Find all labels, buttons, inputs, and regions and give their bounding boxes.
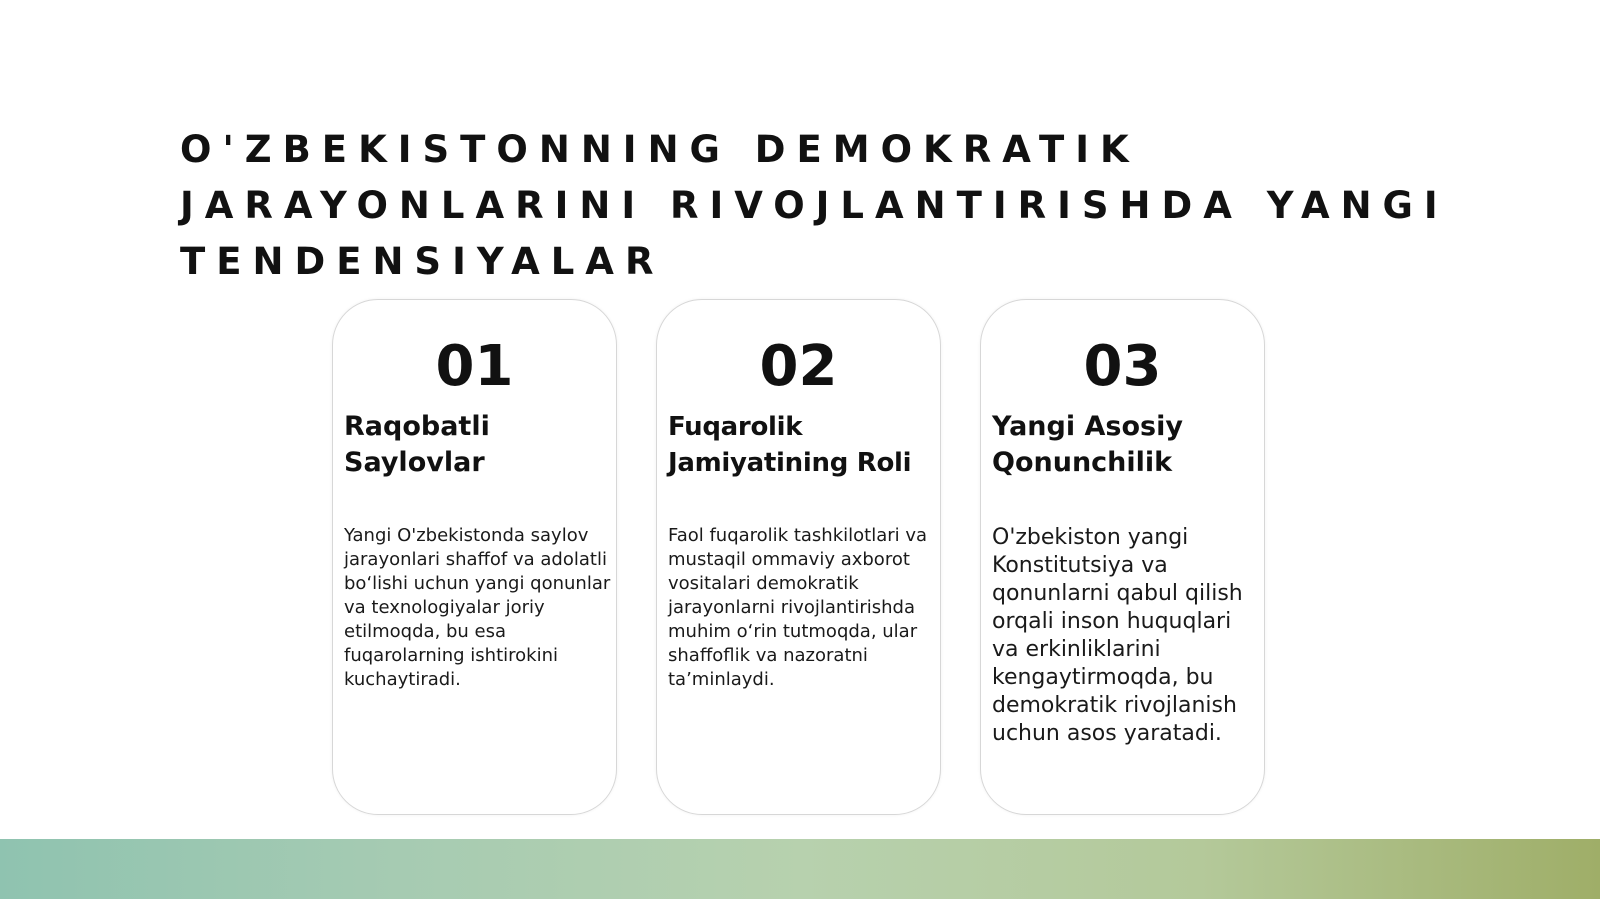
card-raqobatli-saylovlar (332, 299, 617, 815)
slide-title-line: TENDENSIYALAR (180, 240, 665, 283)
card-heading-line: Fuqarolik (668, 412, 803, 442)
card-body-text: O'zbekiston yangi Konstitutsiya va qonunlarni qabul qilish orqali inson huquqlari va erkinliklarini kengaytirmoqda, bu demokratik rivojlanish uchun asos yaratadi. (992, 525, 1243, 746)
card-body-text: Faol fuqarolik tashkilotlari va mustaqil ommaviy axborot vositalari demokratik jarayonlarni rivojlantirishda muhim o‘rin tutmoqda, ular shaffoflik va nazoratni ta’minlaydi. (668, 525, 928, 690)
card-heading-line: Qonunchilik (992, 447, 1173, 478)
slide-title (180, 122, 1480, 290)
card-fuqarolik-jamiyati (656, 299, 941, 815)
card-heading (344, 409, 612, 481)
card-heading-line: Jamiyatining Roli (668, 448, 912, 478)
card-heading-line: Raqobatli (344, 411, 490, 442)
card-heading (992, 409, 1260, 481)
card-heading (668, 409, 936, 481)
card-number: 01 (435, 334, 514, 399)
card-number: 02 (759, 334, 838, 399)
card-heading-line: Saylovlar (344, 447, 485, 478)
card-heading-line: Yangi Asosiy (992, 411, 1183, 442)
card-yangi-qonunchilik (980, 299, 1265, 815)
slide-title-line: JARAYONLARINI RIVOJLANTIRISHDA YANGI (180, 184, 1449, 227)
decorative-gradient-band (0, 839, 1600, 899)
card-number: 03 (1083, 334, 1162, 399)
card-body-text: Yangi O'zbekistonda saylov jarayonlari shaffof va adolatli bo‘lishi uchun yangi qonunlar va texnologiyalar joriy etilmoqda, bu esa fuqarolarning ishtirokini kuchaytiradi. (344, 525, 611, 690)
slide-title-line: O'ZBEKISTONNING DEMOKRATIK (180, 128, 1140, 171)
